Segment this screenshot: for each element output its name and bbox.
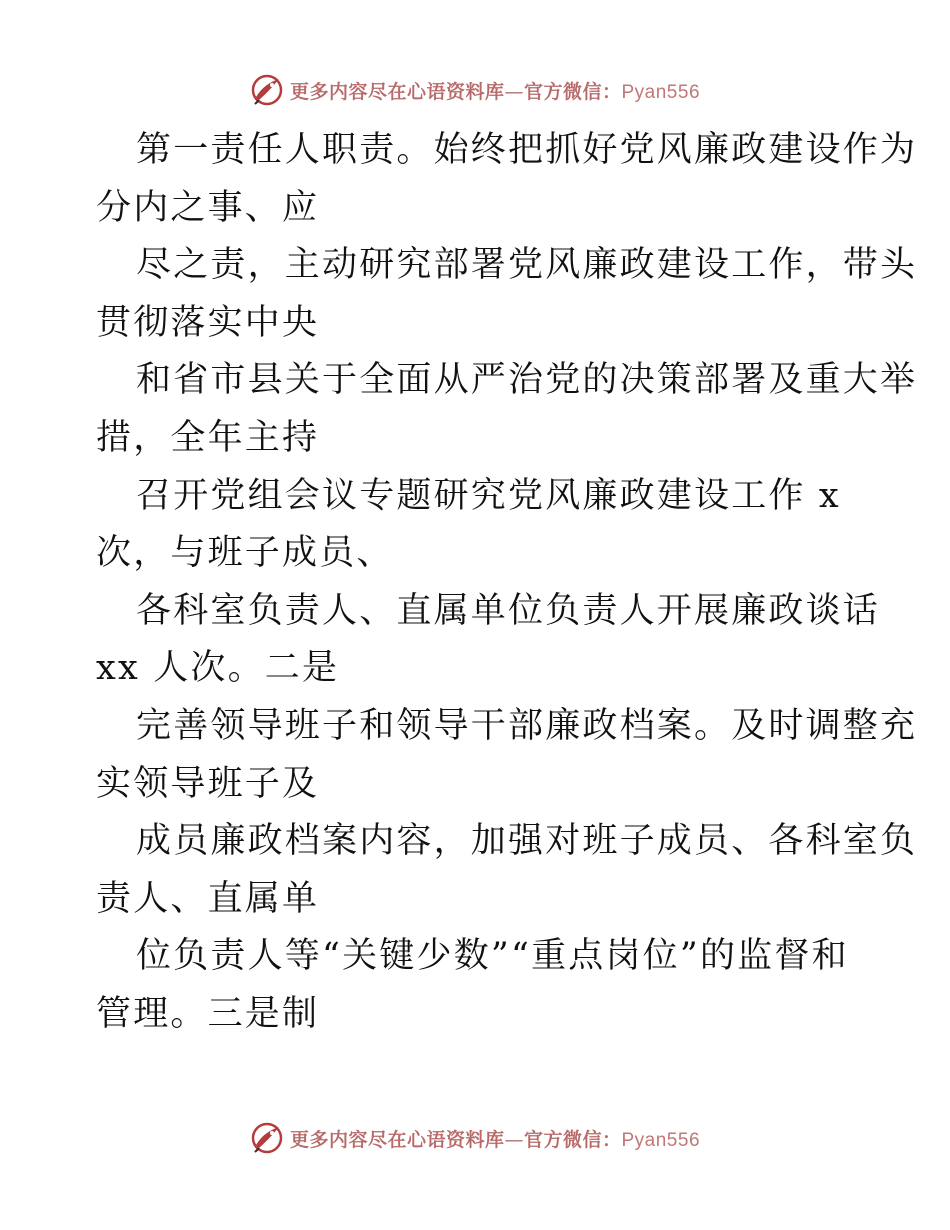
watermark-wechat-id: Pyan556 — [621, 81, 701, 103]
paragraph-line: 贯彻落实中央 — [96, 302, 320, 343]
pen-quill-logo-icon — [250, 1121, 284, 1155]
watermark-text — [290, 1125, 700, 1152]
paragraph-line: 次，与班子成员、 — [96, 533, 394, 574]
watermark-wechat-id: Pyan556 — [621, 1129, 701, 1151]
watermark-title: 更多内容尽在心语资料库 — [289, 1128, 505, 1151]
paragraph-line: 完善领导班子和领导干部廉政档案。及时调整充 — [136, 705, 918, 746]
watermark-dash: — — [504, 80, 524, 103]
paragraph-line: 实领导班子及 — [96, 763, 320, 804]
paragraph-line: 管理。三是制 — [96, 993, 320, 1034]
watermark-text — [290, 77, 700, 104]
watermark-title: 更多内容尽在心语资料库 — [289, 80, 505, 103]
paragraph-line: 召开党组会议专题研究党风廉政建设工作 x — [136, 475, 841, 516]
pen-quill-logo-icon — [250, 73, 284, 107]
watermark-label: 官方微信： — [523, 80, 622, 103]
paragraph-line: 和省市县关于全面从严治党的决策部署及重大举 — [136, 360, 918, 401]
paragraph-line: 各科室负责人、直属单位负责人开展廉政谈话 — [136, 590, 881, 631]
paragraph-line: 第一责任人职责。始终把抓好党风廉政建设作为 — [136, 130, 918, 170]
watermark-dash: — — [504, 1128, 524, 1151]
header-watermark — [0, 70, 950, 110]
paragraph-line: 尽之责，主动研究部署党风廉政建设工作，带头 — [136, 245, 918, 286]
footer-watermark — [0, 1118, 950, 1158]
paragraph-line: 措，全年主持 — [96, 417, 320, 458]
paragraph-line: 成员廉政档案内容，加强对班子成员、各科室负 — [136, 821, 918, 862]
paragraph-line: 位负责人等“关键少数”“重点岗位”的监督和 — [136, 936, 849, 977]
paragraph-line: 责人、直属单 — [96, 878, 320, 919]
paragraph-line: xx 人次。二是 — [96, 648, 340, 689]
watermark-label: 官方微信： — [523, 1128, 622, 1151]
paragraph-line: 分内之事、应 — [96, 187, 320, 228]
document-body — [96, 122, 918, 1044]
